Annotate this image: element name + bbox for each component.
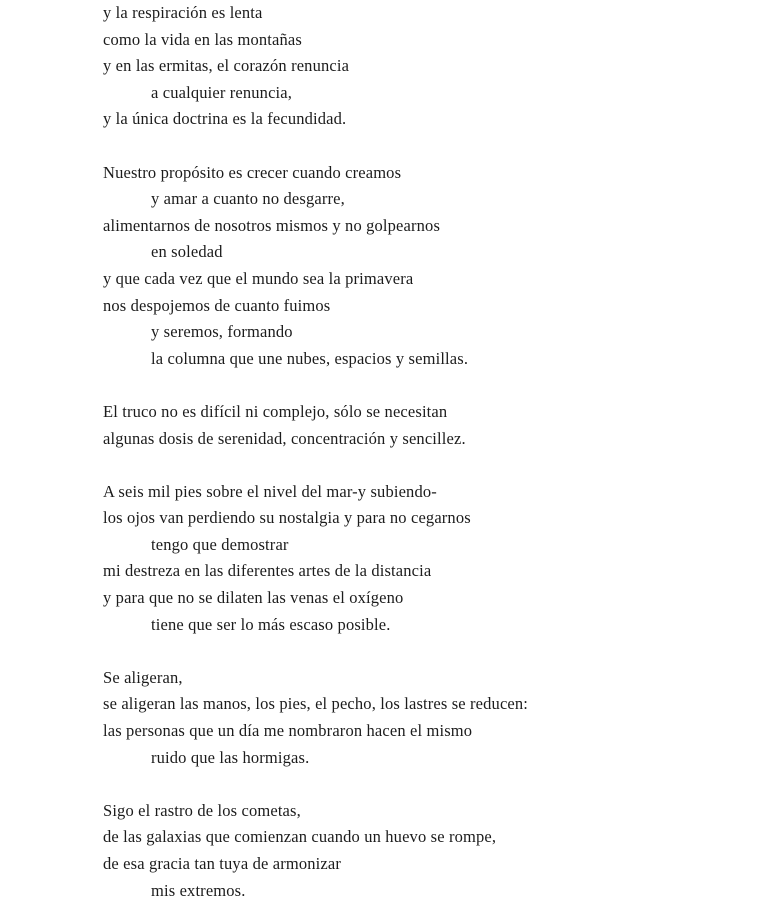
poem-line: tiene que ser lo más escaso posible. [151,614,391,634]
poem-line: Sigo el rastro de los cometas, [103,800,301,820]
poem-line: y para que no se dilaten las venas el oxígeno [103,588,404,608]
stanza [103,0,728,133]
poem-line: algunas dosis de serenidad, concentración y sencillez. [103,428,466,448]
poem-line: A seis mil pies sobre el nivel del mar-y subiendo- [103,481,437,501]
poem-line: los ojos van perdiendo su nostalgia y para no cegarnos [103,508,471,528]
poem-line: en soledad [151,242,223,262]
poem-body [103,0,728,902]
poem-line: y que cada vez que el mundo sea la primavera [103,268,414,288]
poem-line: alimentarnos de nosotros mismos y no golpearnos [103,215,441,235]
poem-line: El truco no es difícil ni complejo, sólo se necesitan [103,401,448,421]
poem-line: nos despojemos de cuanto fuimos [103,295,331,315]
poem-line: y en las ermitas, el corazón renuncia [103,56,350,76]
poem-line: como la vida en las montañas [103,29,302,49]
poem-line: se aligeran las manos, los pies, el pecho, los lastres se reducen: [103,694,529,714]
stanza [103,399,728,452]
poem-line: Nuestro propósito es crecer cuando creamos [103,162,402,182]
poem-line: de esa gracia tan tuya de armonizar [103,854,341,873]
poem-line: de las galaxias que comienzan cuando un huevo se rompe, [103,827,497,847]
poem-line: y amar a cuanto no desgarre, [151,189,345,209]
stanza [103,479,728,639]
poem-line: mi destreza en las diferentes artes de la distancia [103,561,432,581]
poem-line: tengo que demostrar [151,534,289,554]
stanza [103,798,728,902]
poem-line: mis extremos. [151,880,246,900]
poem-line: ruido que las hormigas. [151,747,310,767]
poem-line: y la única doctrina es la fecundidad. [103,109,347,129]
poem-line: la columna que une nubes, espacios y semillas. [151,348,469,368]
poem-line: a cualquier renuncia, [151,82,293,102]
poem-line: Se aligeran, [103,667,183,687]
stanza [103,665,728,771]
poem-line: y seremos, formando [151,322,293,342]
poem-line: las personas que un día me nombraron hacen el mismo [103,721,473,741]
poem-line: y la respiración es lenta [103,3,263,22]
stanza [103,160,728,373]
